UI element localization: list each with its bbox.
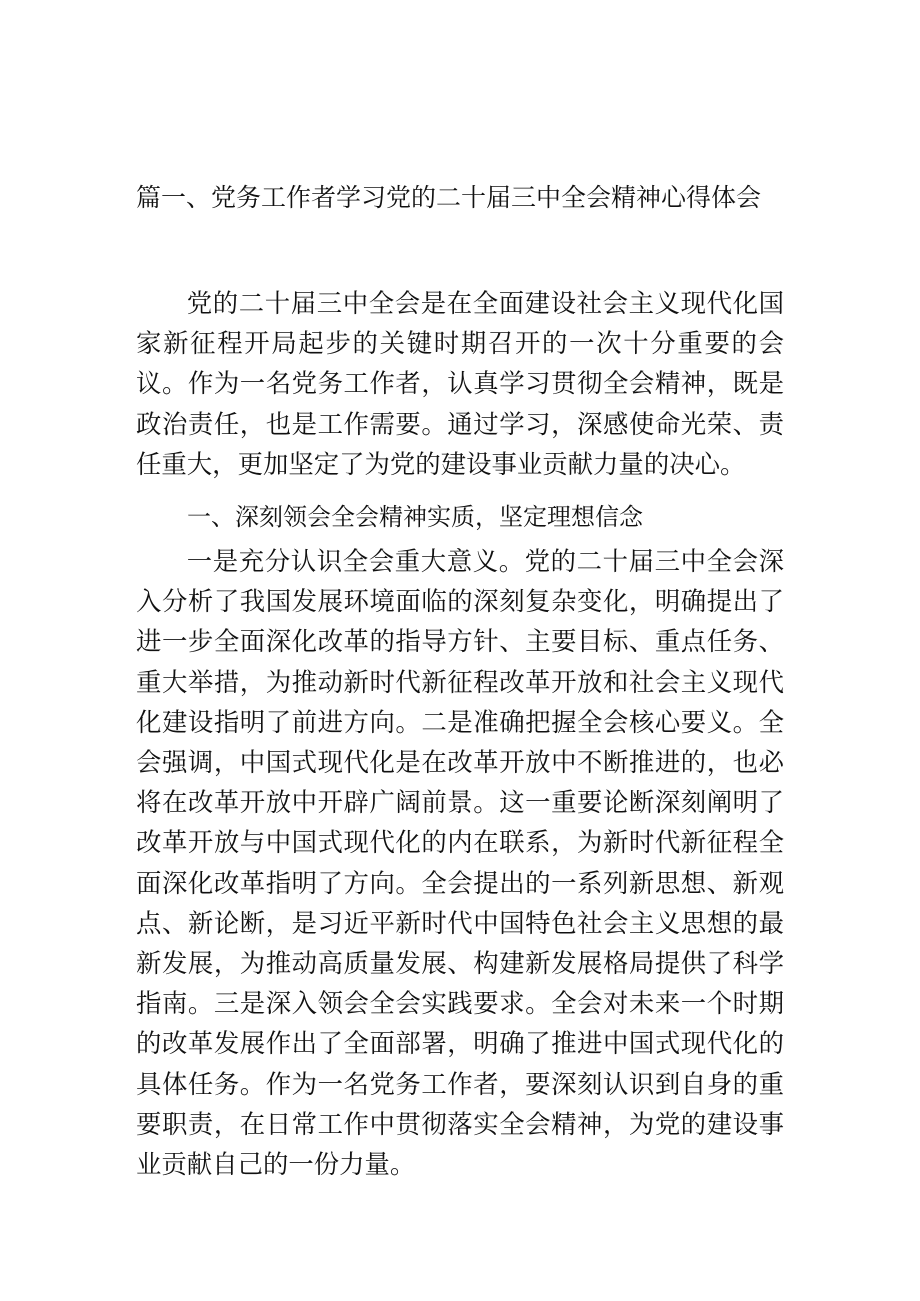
intro-paragraph: 党的二十届三中全会是在全面建设社会主义现代化国家新征程开局起步的关键时期召开的一次十分重要的会议。作为一名党务工作者，认真学习贯彻全会精神，既是政治责任，也是工作需要。通过学习，深感使命光荣、责任重大，更加坚定了为党的建设事业贡献力量的决心。: [136, 288, 784, 479]
document-title: 篇一、党务工作者学习党的二十届三中全会精神心得体会: [136, 183, 762, 212]
section-body-paragraph: 一是充分认识全会重大意义。党的二十届三中全会深入分析了我国发展环境面临的深刻复杂变化，明确提出了进一步全面深化改革的指导方针、主要目标、重点任务、重大举措，为推动新时代新征程改革开放和社会主义现代化建设指明了前进方向。二是准确把握全会核心要义。全会强调，中国式现代化是在改革开放中不断推进的，也必将在改革开放中开辟广阔前景。这一重要论断深刻阐明了改革开放与中国式现代化的内在联系，为新时代新征程全面深化改革指明了方向。全会提出的一系列新思想、新观点、新论断，是习近平新时代中国特色社会主义思想的最新发展，为推动高质量发展、构建新发展格局提供了科学指南。三是深入领会全会实践要求。全会对未来一个时期的改革发展作出了全面部署，明确了推进中国式现代化的具体任务。作为一名党务工作者，要深刻认识到自身的重要职责，在日常工作中贯彻落实全会精神，为党的建设事业贡献自己的一份力量。: [136, 546, 784, 1180]
section-heading: 一、深刻领会全会精神实质，坚定理想信念: [187, 503, 643, 531]
